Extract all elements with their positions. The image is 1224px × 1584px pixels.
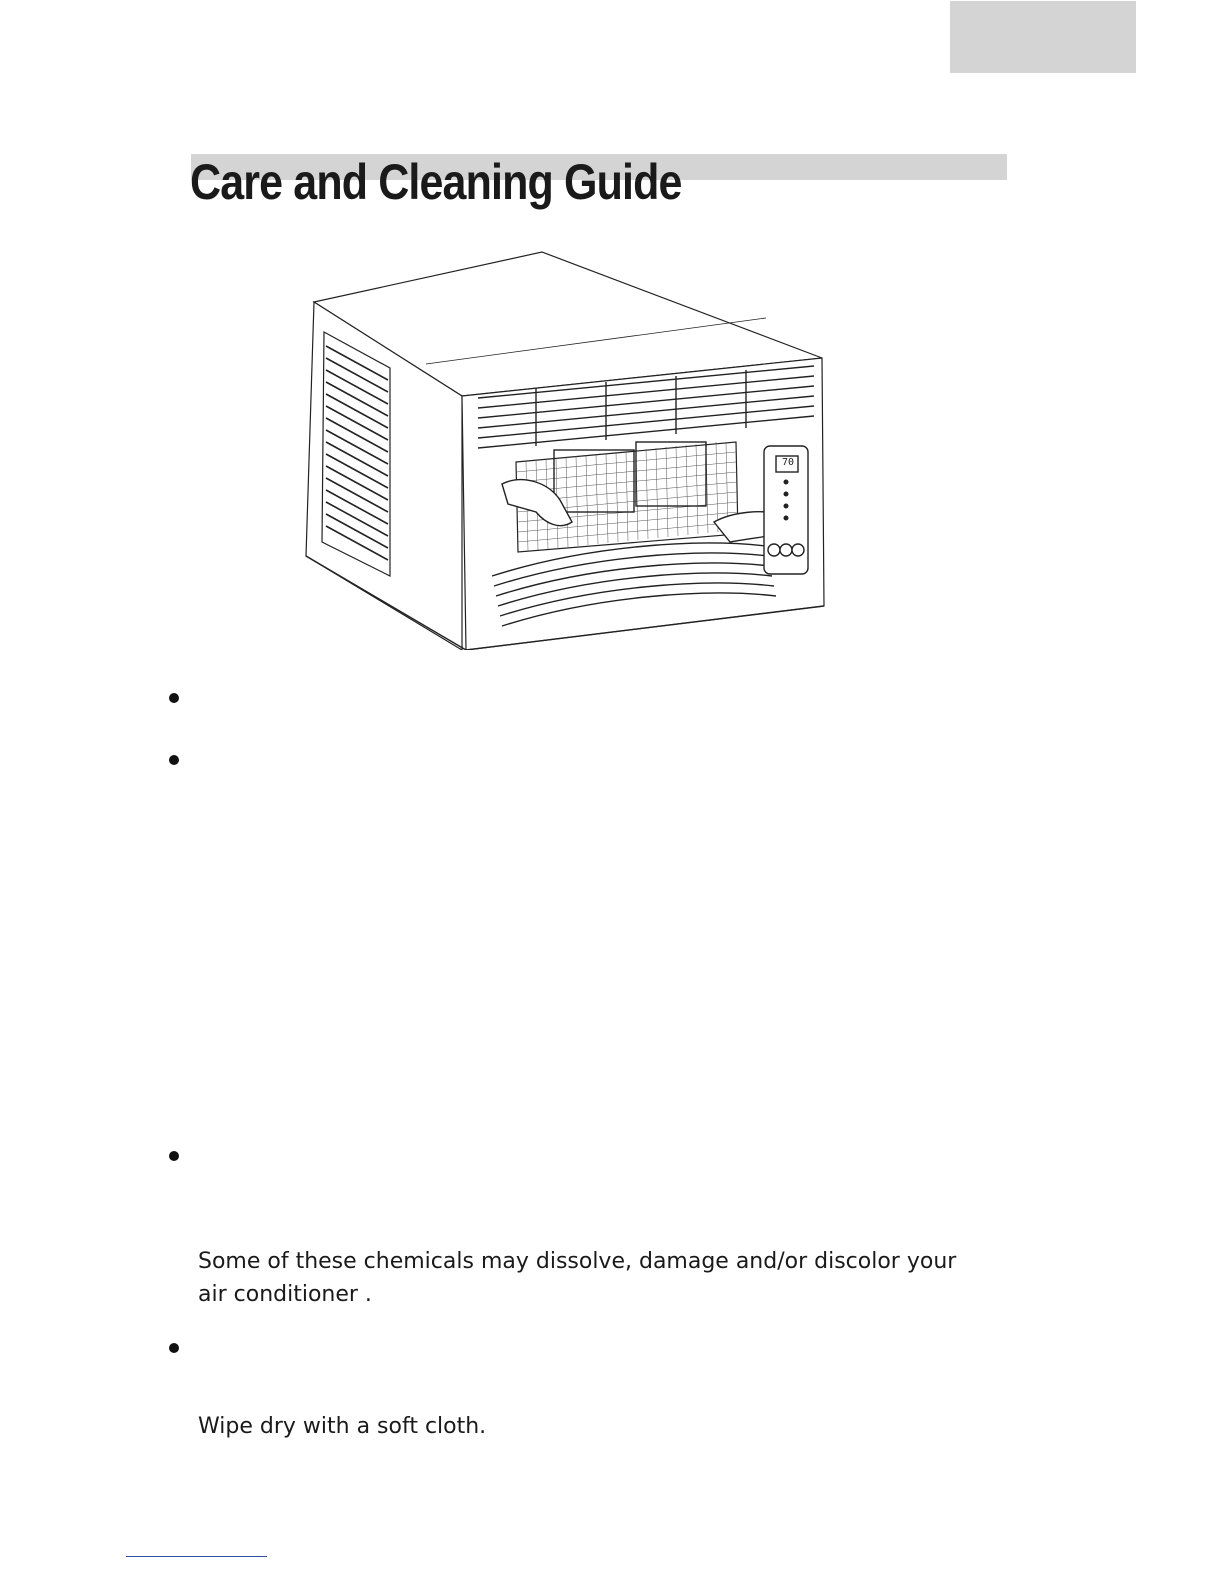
- bullet-4: [169, 1343, 179, 1353]
- chemicals-warning-line-2: air conditioner .: [198, 1282, 372, 1307]
- page-title: Care and Cleaning Guide: [190, 154, 682, 210]
- bullet-3: [169, 1151, 179, 1161]
- page-tab-marker: [950, 1, 1136, 73]
- display-readout: 70: [781, 457, 795, 468]
- footer-rule: [126, 1556, 267, 1557]
- bullet-1: [169, 693, 179, 703]
- wipe-dry-instruction: Wipe dry with a soft cloth.: [198, 1414, 487, 1439]
- bullet-2: [169, 755, 179, 765]
- chemicals-warning-line-1: Some of these chemicals may dissolve, damage and/or discolor your: [198, 1249, 957, 1274]
- air-conditioner-illustration: [296, 246, 840, 650]
